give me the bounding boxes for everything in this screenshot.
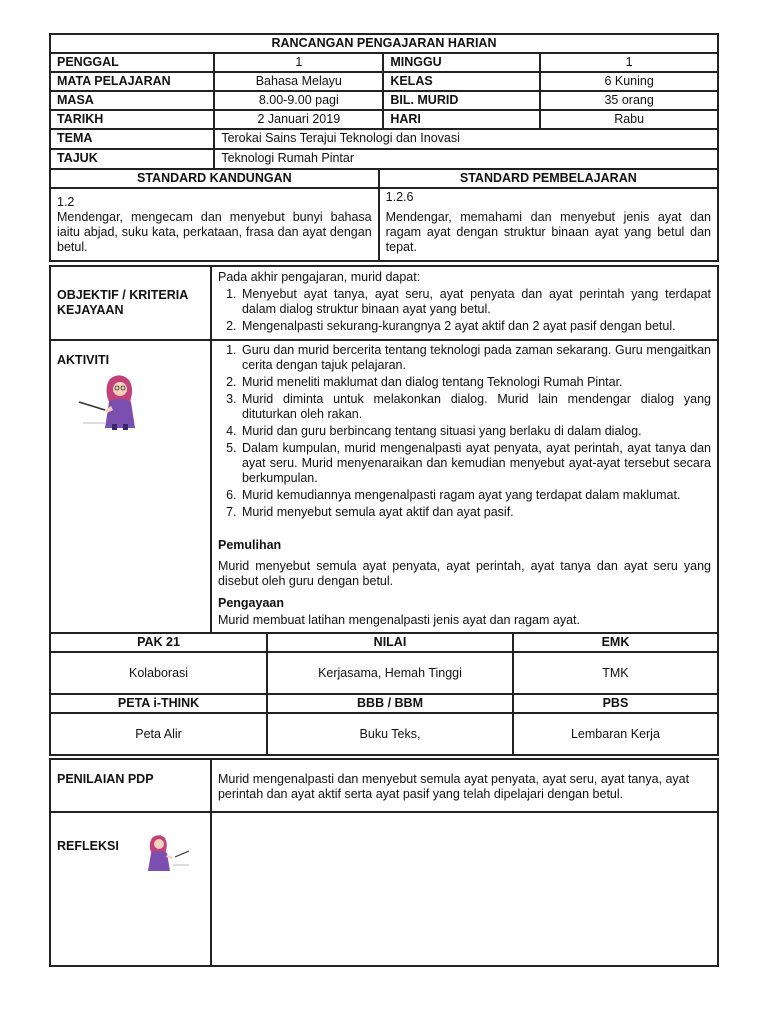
aktiviti-list [218,343,711,520]
lesson-plan [49,33,719,967]
kelas-value: 6 Kuning [540,72,718,91]
penggal-value: 1 [214,53,383,72]
bil-murid-label: BIL. MURID [383,91,540,110]
attributes-grid [49,632,719,756]
refleksi-label-cell [50,812,211,966]
lesson-body-table [49,265,719,634]
list-item: 2. Mengenalpasti sekurang-kurangnya 2 ayat aktif dan 2 ayat pasif dengan betul. [240,319,711,334]
evaluation-table [49,758,719,967]
sp-text: Mendengar, memahami dan menyebut jenis ayat dan ragam ayat dengan struktur binaan ayat yang betul dan tepat. [385,210,711,254]
aktiviti-cell [211,340,718,633]
sk-code: 1.2 [57,195,75,209]
masa-label: MASA [50,91,214,110]
standards-table [49,168,719,262]
standard-kandungan-header: STANDARD KANDUNGAN [50,169,379,188]
pbs-value: Lembaran Kerja [513,713,718,755]
list-item: 1. Menyebut ayat tanya, ayat seru, ayat penyata dan ayat perintah yang terdapat dalam dialog struktur binaan ayat yang betul. [240,287,711,317]
pengayaan-label: Pengayaan [217,596,284,610]
tarikh-value: 2 Januari 2019 [214,110,383,129]
objektif-intro: Pada akhir pengajaran, murid dapat: [217,270,421,284]
bbb-bbm-label: BBB / BBM [267,694,513,713]
info-table [49,33,719,170]
list-item: 2. Murid meneliti maklumat dan dialog tentang Teknologi Rumah Pintar. [240,375,711,390]
teacher-pointing-icon [145,833,191,873]
emk-value: TMK [513,652,718,694]
pengayaan-text: Murid membuat latihan mengenalpasti jenis ayat dan ragam ayat. [217,613,580,627]
nilai-value: Kerjasama, Hemah Tinggi [267,652,513,694]
objektif-label: OBJEKTIF / KRITERIA KEJAYAAN [50,266,211,340]
minggu-value: 1 [540,53,718,72]
peta-ithink-value: Peta Alir [50,713,267,755]
list-item: 4. Murid dan guru berbincang tentang situasi yang berlaku di dalam dialog. [240,424,711,439]
refleksi-label: REFLEKSI [57,839,119,853]
sp-code: 1.2.6 [385,190,414,204]
mata-pelajaran-value: Bahasa Melayu [214,72,383,91]
hari-value: Rabu [540,110,718,129]
tarikh-label: TARIKH [50,110,214,129]
tema-label: TEMA [50,129,214,149]
bil-murid-value: 35 orang [540,91,718,110]
tajuk-label: TAJUK [50,149,214,169]
pemulihan-text: Murid menyebut semula ayat penyata, ayat perintah, ayat tanya dan ayat seru yang disebut oleh guru dengan betul. [217,559,711,588]
hari-label: HARI [383,110,540,129]
tema-value: Terokai Sains Terajui Teknologi dan Inovasi [214,129,718,149]
kelas-label: KELAS [383,72,540,91]
page-title: RANCANGAN PENGAJARAN HARIAN [50,34,718,53]
bbb-bbm-value: Buku Teks, [267,713,513,755]
penilaian-label: PENILAIAN PDP [50,759,211,812]
sk-text: Mendengar, mengecam dan menyebut bunyi bahasa iaitu abjad, suku kata, perkataan, frasa dan ayat dengan betul. [57,210,372,254]
masa-value: 8.00-9.00 pagi [214,91,383,110]
peta-ithink-label: PETA i-THINK [50,694,267,713]
standard-kandungan-cell [50,188,379,261]
objektif-cell [211,266,718,340]
objektif-list [218,287,711,334]
teacher-pointing-icon [75,372,145,432]
pemulihan-label: Pemulihan [217,538,282,552]
standard-pembelajaran-header: STANDARD PEMBELAJARAN [379,169,718,188]
list-item: 6. Murid kemudiannya mengenalpasti ragam ayat yang terdapat dalam maklumat. [240,488,711,503]
list-item: 3. Murid diminta untuk melakonkan dialog. Murid lain mendengar dialog yang dituturkan oleh rakan. [240,392,711,422]
pak21-value: Kolaborasi [50,652,267,694]
penilaian-text: Murid mengenalpasti dan menyebut semula ayat penyata, ayat seru, ayat tanya, ayat perintah dan ayat aktif serta ayat pasif yang telah dipelajari dengan betul. [211,759,718,812]
refleksi-text [211,812,718,966]
emk-label: EMK [513,633,718,652]
standard-pembelajaran-cell [379,188,718,261]
mata-pelajaran-label: MATA PELAJARAN [50,72,214,91]
minggu-label: MINGGU [383,53,540,72]
penggal-label: PENGGAL [50,53,214,72]
aktiviti-label: AKTIVITI [57,353,110,367]
pak21-label: PAK 21 [50,633,267,652]
list-item: 1. Guru dan murid bercerita tentang teknologi pada zaman sekarang. Guru mengaitkan cerita dengan tajuk pelajaran. [240,343,711,373]
pbs-label: PBS [513,694,718,713]
nilai-label: NILAI [267,633,513,652]
list-item: 7. Murid menyebut semula ayat aktif dan ayat pasif. [240,505,711,520]
aktiviti-label-cell [50,340,211,633]
tajuk-value: Teknologi Rumah Pintar [214,149,718,169]
list-item: 5. Dalam kumpulan, murid mengenalpasti ayat penyata, ayat perintah, ayat tanya dan ayat seru. Murid menyenaraikan dan kemudian menyebut ayat-ayat tersebut secara berkumpulan. [240,441,711,486]
